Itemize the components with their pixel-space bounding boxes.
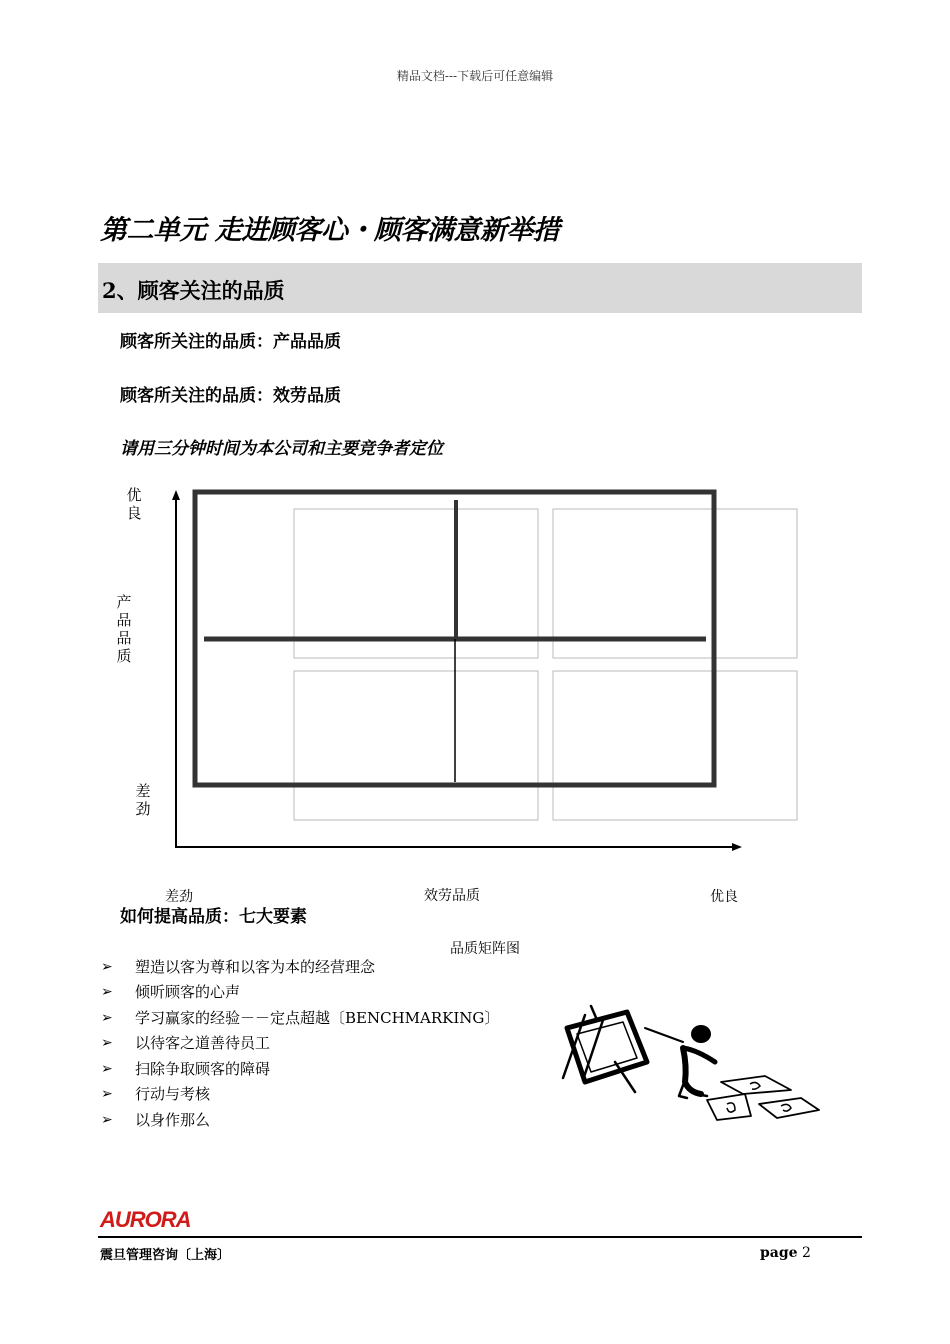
list-item: ➢ 以待客之道善待员工 <box>101 1034 271 1053</box>
bullet-arrow-icon: ➢ <box>101 984 113 1001</box>
watermark: 精品文档---下载后可任意编辑 <box>396 69 554 83</box>
y-axis-arrowhead <box>172 490 180 500</box>
y-axis-label: 产品品质 <box>116 593 132 665</box>
footer-company: 震旦管理咨询〔上海〕 <box>100 1248 231 1263</box>
list-item: ➢ 行动与考核 <box>101 1085 211 1104</box>
seven-elements-list <box>101 954 499 1133</box>
list-item: ➢ 倾听顾客的心声 <box>101 983 241 1002</box>
bullet-arrow-icon: ➢ <box>101 1035 113 1052</box>
footer-divider <box>98 1236 862 1238</box>
list-item: ➢ 塑造以客为尊和以客为本的经营理念 <box>101 957 376 976</box>
service-quality-line: 顾客所关注的品质：效劳品质 <box>120 386 341 406</box>
matrix-caption: 品质矩阵图 <box>450 941 520 957</box>
bullet-arrow-icon: ➢ <box>101 1009 113 1026</box>
aurora-logo: AURORA <box>100 1207 191 1232</box>
matrix-shadow-box <box>294 509 538 658</box>
x-axis-left-label: 差劲 <box>165 889 193 905</box>
instruction-line: 请用三分钟时间为本公司和主要竞争者定位 <box>120 439 443 459</box>
unit-title: 第二单元 走进顾客心・顾客满意新举措 <box>100 215 560 246</box>
x-axis-label: 效劳品质 <box>424 888 480 904</box>
product-quality-line: 顾客所关注的品质：产品品质 <box>120 332 341 352</box>
elements-title: 如何提高品质：七大要素 <box>120 907 307 927</box>
y-axis-top-label: 优良 <box>126 486 142 522</box>
matrix-shadow-box <box>553 509 797 658</box>
presenter-easel-illustration <box>555 1000 825 1125</box>
x-axis-arrowhead <box>732 843 742 851</box>
list-item: ➢ 学习赢家的经验－－定点超越〔BENCHMARKING〕 <box>101 1008 500 1027</box>
matrix-shadow-box <box>553 671 797 820</box>
y-axis-bottom-label: 差劲 <box>135 782 151 818</box>
list-item: ➢ 扫除争取顾客的障碍 <box>101 1059 271 1078</box>
x-axis-right-label: 优良 <box>710 889 738 905</box>
bullet-arrow-icon: ➢ <box>101 1086 113 1103</box>
matrix-shadow-box <box>294 671 538 820</box>
bullet-arrow-icon: ➢ <box>101 958 113 975</box>
bullet-arrow-icon: ➢ <box>101 1060 113 1077</box>
section-title: 2、顾客关注的品质 <box>102 278 285 303</box>
footer-page-number: page 2 <box>760 1245 811 1261</box>
list-item: ➢ 以身作那么 <box>101 1110 211 1129</box>
bullet-arrow-icon: ➢ <box>101 1111 113 1128</box>
